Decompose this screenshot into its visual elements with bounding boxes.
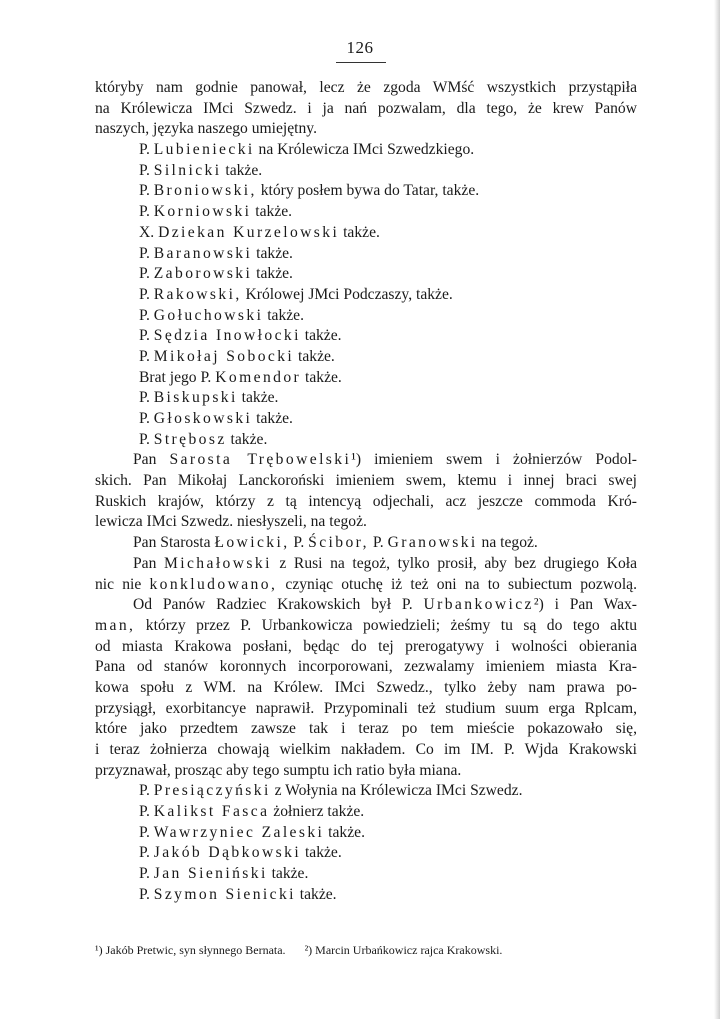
text-line [95, 719, 637, 740]
text-run: kowa społu z WM. na Królew. IMci Szwedz., tylko żeby nam prawa po- [95, 678, 637, 696]
text-line [95, 326, 637, 347]
text-line [95, 512, 637, 533]
text-line [95, 223, 637, 244]
text-run: także. [294, 347, 335, 365]
text-run: P. [289, 534, 309, 552]
text-line [95, 885, 637, 906]
spaced-name: Korniowski [153, 203, 252, 221]
text-line [95, 347, 637, 368]
text-run: przyznawał, prosząc aby tego sumptu ich ratio była miana. [95, 761, 462, 779]
body-text [95, 78, 637, 906]
text-run: na Królewicza IMci Szwedzkiego. [254, 141, 475, 159]
text-line [95, 306, 637, 327]
text-run: P. [139, 327, 154, 345]
text-run: także. [251, 203, 293, 221]
footnotes [95, 943, 637, 958]
text-line [95, 430, 637, 451]
text-run: także. [295, 885, 337, 903]
text-run: także. [221, 161, 263, 179]
text-run: na tegoż. [477, 534, 538, 552]
text-line [95, 181, 637, 202]
text-run: P. [139, 285, 154, 303]
text-run: ¹) imieniem swem i żołnierzów Podol- [351, 451, 637, 469]
spaced-name: Zaborowski [153, 265, 253, 283]
text-run: także. [263, 306, 305, 324]
text-line [95, 823, 637, 844]
text-line [95, 285, 637, 306]
text-line [95, 161, 637, 182]
spaced-name: Ścibor, [308, 534, 369, 552]
text-run: z Wołynia na Królewicza IMci Szwedz. [270, 782, 523, 800]
text-run: Pan [133, 554, 164, 572]
spaced-name: Presiączyński [153, 782, 271, 800]
text-run: którzy przez P. Urbankowicza powiedzieli; żeśmy tu są do tego aktu [135, 616, 637, 634]
text-run: które jako przedtem zawsze tak i teraz po tem mieście pokazowało się, [95, 720, 637, 738]
text-line [95, 264, 637, 285]
text-run: P. [139, 265, 154, 283]
text-run: Królowej JMci Podczaszy, także. [241, 285, 453, 303]
text-run: P. [139, 306, 154, 324]
text-run: P. [139, 803, 154, 821]
spaced-name: Rakowski, [153, 285, 242, 303]
spaced-name: Silnicki [153, 161, 222, 179]
spaced-name: Jakób Dąbkowski [153, 844, 302, 862]
spaced-name: Michałowski [163, 554, 272, 572]
text-run: także. [301, 368, 342, 386]
text-line [95, 202, 637, 223]
spaced-name: Jan Sieniński [153, 865, 268, 883]
text-run: także. [301, 844, 342, 862]
text-line [95, 244, 637, 265]
text-line [95, 761, 637, 782]
text-run: lewicza IMci Szwedz. niesłyszeli, na tegoż. [95, 513, 367, 531]
text-run: któryby nam godnie panował, lecz że zgoda WMść wszystkich przystąpiła [95, 79, 637, 96]
text-line [95, 657, 637, 678]
text-line [95, 802, 637, 823]
text-line [95, 99, 637, 120]
text-run: który posłem bywa do Tatar, także. [256, 182, 480, 200]
spaced-name: Dziekan Kurzelowski [158, 223, 340, 241]
text-run: ²) i Pan Wax- [533, 596, 637, 614]
spaced-name: Granowski [387, 534, 478, 552]
text-line [95, 575, 637, 596]
text-line [95, 388, 637, 409]
text-run: z Rusi na tegoż, tylko prosił, aby bez drugiego Koła [271, 554, 637, 572]
text-run: naszych, języka naszego umiejętny. [95, 120, 317, 138]
text-run: na Królewicza IMci Szwedz. i ja nań pozwalam, dla tego, że krew Panów [95, 99, 637, 117]
text-run: X. [139, 223, 159, 241]
text-line [95, 368, 637, 389]
text-run: P. [139, 430, 154, 448]
spaced-name: Broniowski, [153, 182, 257, 200]
text-run: P. [139, 141, 154, 159]
page-number: 126 [346, 38, 374, 57]
spaced-name: Strębosz [153, 430, 227, 448]
spaced-name: konkludowano, [149, 575, 278, 593]
text-run: P. [139, 182, 154, 200]
text-line [95, 678, 637, 699]
text-run: także. [324, 823, 365, 841]
text-line [95, 781, 637, 802]
text-run: nic nie [95, 575, 150, 593]
spaced-name: man, [95, 616, 136, 634]
text-run: P. [139, 347, 154, 365]
text-run: Od Panów Radziec Krakowskich był P. [133, 596, 424, 614]
spaced-name: Biskupski [153, 389, 238, 407]
text-run: Ruskich krajów, którzy z tą intencyą odjechali, acz jeszcze commoda Kró- [95, 492, 637, 510]
footnote-2: ²) Marcin Urbańkowicz rajca Krakowski. [304, 943, 503, 957]
spaced-name: Komendor [215, 368, 302, 386]
text-run: od miasta Krakowa posłani, będąc do tej prerogatywy i wolności obierania [95, 637, 637, 655]
spaced-name: Wawrzyniec Zaleski [153, 823, 325, 841]
text-line [95, 554, 637, 575]
page-number-rule [336, 62, 386, 63]
text-run: P. [139, 865, 154, 883]
text-line [95, 740, 637, 761]
text-run: także. [339, 223, 380, 241]
text-run: Brat jego P. [139, 368, 216, 386]
text-run: także. [267, 865, 309, 883]
text-line [95, 119, 637, 140]
text-run: także. [226, 430, 268, 448]
text-line [95, 450, 637, 471]
text-run: P. [139, 885, 154, 903]
text-run: P. [139, 389, 154, 407]
text-line [95, 595, 637, 616]
text-run: Pana od stanów koronnych incorporowani, zezwalamy imieniem miasta Kra- [95, 658, 637, 676]
spaced-name: Łowicki, [214, 534, 290, 552]
text-line [95, 140, 637, 161]
text-line [95, 699, 637, 720]
spaced-name: Gołuchowski [153, 306, 264, 324]
text-run: także. [300, 327, 342, 345]
text-run: przysiągł, exorbitancye naprawił. Przypominali też studium suum erga Rplcam, [95, 699, 637, 717]
spaced-name: Lubieniecki [153, 141, 255, 159]
spaced-name: Kalikst Fasca [153, 803, 270, 821]
page-edge-shadow [714, 0, 720, 1019]
text-run: P. [139, 161, 154, 179]
text-run: także. [252, 265, 293, 283]
spaced-name: Mikołaj Sobocki [153, 347, 295, 365]
text-run: P. [139, 823, 154, 841]
text-line [95, 471, 637, 492]
text-run: także. [252, 244, 293, 262]
text-run: P. [139, 782, 154, 800]
text-line [95, 637, 637, 658]
text-run: i teraz żołnierza chowają wielkim nakładem. Co im IM. P. Wjda Krakowski [95, 741, 637, 758]
text-line [95, 78, 637, 99]
spaced-name: Szymon Sienicki [153, 885, 296, 903]
text-run: żołnierz także. [269, 803, 365, 821]
text-line [95, 409, 637, 430]
text-run: Pan [133, 451, 170, 469]
spaced-name: Baranowski [153, 244, 253, 262]
text-run: P. [139, 410, 154, 427]
footnote-1: ¹) Jakób Pretwic, syn słynnego Bernata. [95, 943, 286, 957]
text-line [95, 843, 637, 864]
text-run: P. [368, 534, 388, 552]
text-run: P. [139, 244, 154, 262]
text-run: czyniąc otuchę iż też oni na to subiectum pozwolą. [277, 575, 637, 593]
spaced-name: Sędzia Inowłocki [153, 327, 301, 345]
text-run: P. [139, 844, 154, 862]
spaced-name: Głoskowski [153, 410, 253, 427]
text-run: P. [139, 203, 154, 221]
text-line [95, 616, 637, 637]
text-line [95, 864, 637, 885]
text-run: skich. Pan Mikołaj Lanckoroński imieniem swem, ktemu i innej braci swej [95, 472, 637, 490]
spaced-name: Sarosta Trębowelski [169, 451, 352, 469]
spaced-name: Urbankowicz [423, 596, 534, 614]
text-run: także. [237, 389, 279, 407]
text-line [95, 492, 637, 513]
text-run: także. [252, 410, 293, 427]
text-run: Pan Starosta [133, 534, 215, 552]
text-line [95, 533, 637, 554]
